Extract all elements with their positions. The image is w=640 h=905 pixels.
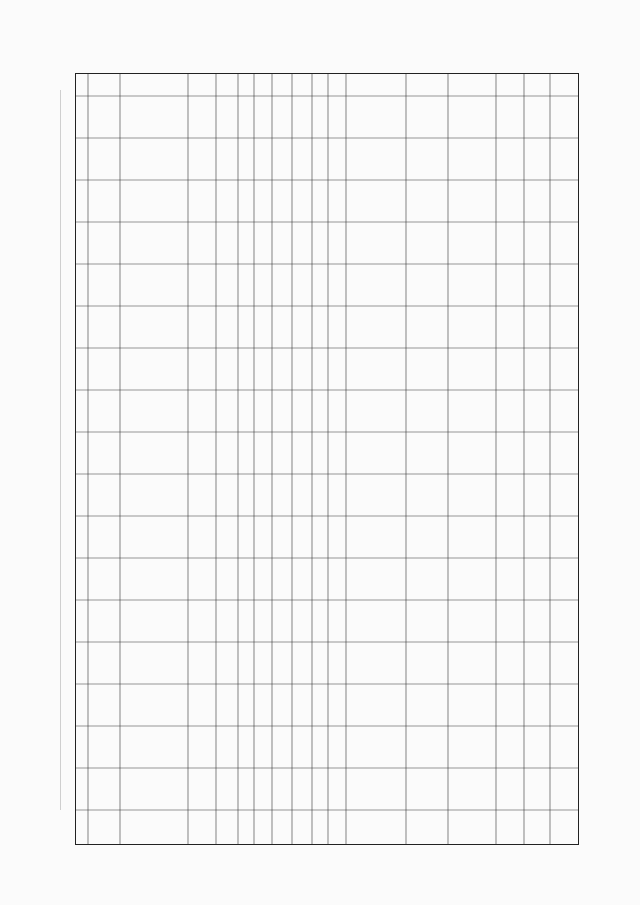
table-grid [76,74,578,844]
rotated-table [75,73,579,845]
scan-edge-line [60,90,61,810]
